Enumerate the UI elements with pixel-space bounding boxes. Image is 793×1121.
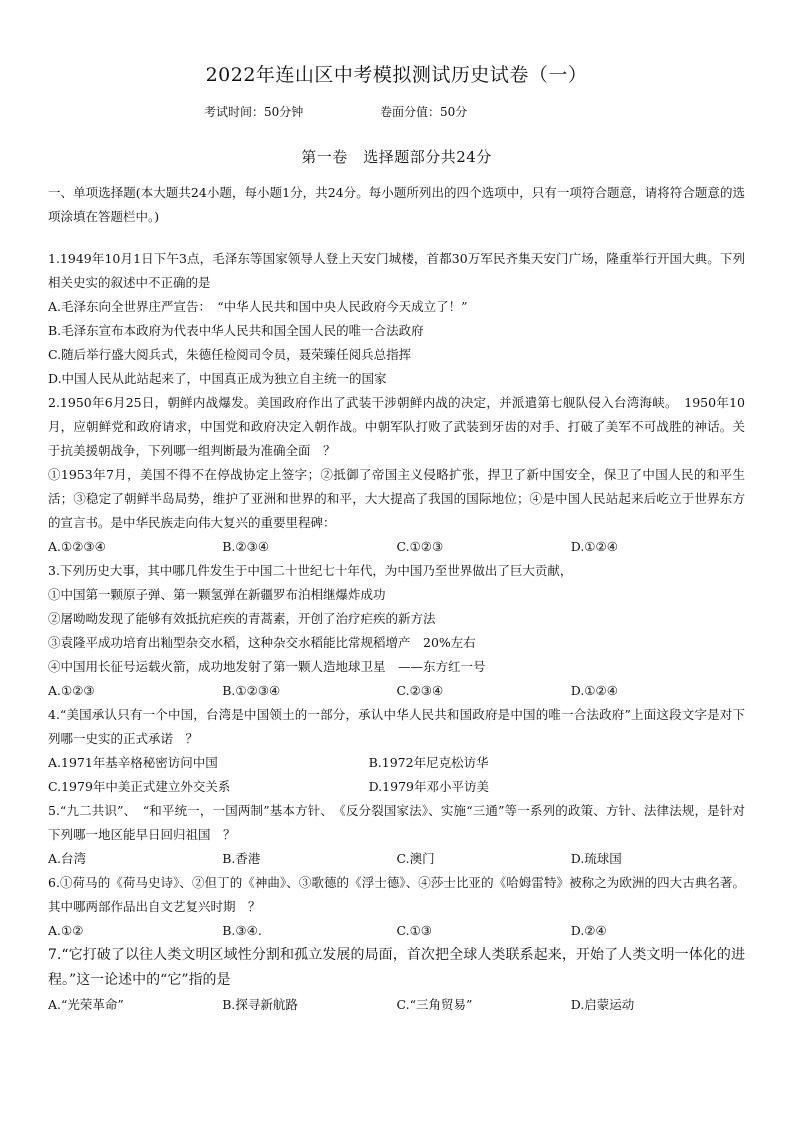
question-3-item-4: ④中国用长征号运载火箭，成功地发射了第一颗人造地球卫星 ——东方红一号 [48,659,486,674]
question-6-stem: 6.①荷马的《荷马史诗》、②但丁的《神曲》、③歌德的《浮士德》、④莎士比亚的《哈姆雷特》被称之为欧洲的四大古典名著。其中哪两部作品出自文艺复兴时期 ？ [48,875,745,914]
question-2-options [48,535,745,559]
question-2-option-a: A.①②③④ [48,539,106,554]
question-7-option-b: B.探寻新航路 [222,997,298,1012]
question-2-option-d: D.①②④ [570,539,618,554]
question-3-item-3: ③袁隆平成功培育出籼型杂交水稻，这种杂交水稻能比常规稻增产 20%左右 [48,635,476,650]
question-1-option-c: C.随后举行盛大阅兵式，朱德任检阅司令员，聂荣臻任阅兵总指挥 [48,347,412,362]
question-4-options-row-2 [48,775,745,799]
question-6-option-a: A.①② [48,923,84,938]
question-3-option-a: A.①②③ [48,683,95,698]
question-5-stem: 5.“九二共识”、 “和平统一，一国两制”基本方针、 《反分裂国家法》、实施“三通”等一系列的政策、方针、法律法规，是针对下列哪一地区能早日回归祖国 ？ [48,803,745,842]
question-6-option-b: B.③④. [222,923,262,938]
question-4-option-b: B.1972年尼克松访华 [368,755,489,770]
question-7-options [48,993,745,1017]
question-6-option-c: C.①③ [396,923,433,938]
question-4-options-row-1 [48,751,745,775]
question-7-option-d: D.启蒙运动 [570,997,635,1012]
question-5-option-b: B.香港 [222,851,261,866]
question-2-option-c: C.①②③ [396,539,444,554]
question-7-option-a: A.“光荣革命” [48,997,124,1012]
question-4-stem: 4.“美国承认只有一个中国，台湾是中国领土的一部分，承认中华人民共和国政府是中国的唯一合法政府”上面这段文字是对下列哪一史实的正式承诺 ？ [48,707,745,746]
exam-content [48,181,745,1017]
question-3-option-b: B.①②③④ [222,683,281,698]
question-7-stem: 7.“它打破了以往人类文明区域性分割和孤立发展的局面，首次把全球人类联系起来，开始了人类文明一体化的进程。”这一论述中的“它”指的是 [48,947,745,988]
question-4-option-c: C.1979年中美正式建立外交关系 [48,779,231,794]
question-2-statements: ①1953年7月，美国不得不在停战协定上签字；②抵御了帝国主义侵略扩张，捍卫了新中国安全，保卫了中国人民的和平生活；③稳定了朝鲜半岛局势，维护了亚洲和世界的和平，大大提高了我国的国际地位；④是中国人民站起来后屹立于世界东方的宣言书。是中华民族走向伟大复兴的重要里程碑： [48,467,745,530]
question-3-option-d: D.①②④ [570,683,618,698]
question-2-stem: 2.1950年6月25日，朝鲜内战爆发。美国政府作出了武装干涉朝鲜内战的决定，并派遣第七舰队侵入台湾海峡。 1950年10月，应朝鲜党和政府请求，中国党和政府决定入朝作战。中朝军队打败了武装到牙齿的对手、打破了美军不可战胜的神话。关于抗美援朝战争，下列哪一组判断最为准确全面 ？ [48,395,745,458]
question-5-option-c: C.澳门 [396,851,435,866]
question-1-stem: 1.1949年10月1日下午3点，毛泽东等国家领导人登上天安门城楼，首都30万军民齐集天安门广场，隆重举行开国大典。下列相关史实的叙述中不正确的是 [48,251,745,290]
exam-time: 考试时间：50分钟 [204,105,304,119]
spacer [48,229,745,247]
page-title: 2022年连山区中考模拟测试历史试卷（一） [205,64,588,86]
question-5-option-a: A.台湾 [48,851,87,866]
question-4-option-d: D.1979年邓小平访美 [368,779,489,794]
question-3-item-2: ②屠呦呦发现了能够有效抵抗疟疾的青蒿素，开创了治疗疟疾的新方法 [48,611,436,626]
instructions: 一、单项选择题(本大题共24小题，每小题1分，共24分。每小题所列出的四个选项中，只有一项符合题意，请将符合题意的选项涂填在答题栏中。) [48,185,745,224]
question-3-stem: 3.下列历史大事，其中哪几件发生于中国二十世纪七十年代，为中国乃至世界做出了巨大贡献， [48,563,573,578]
section-title: 第一卷 选择题部分共24分 [301,148,492,166]
question-3-item-1: ①中国第一颗原子弹、第一颗氢弹在新疆罗布泊相继爆炸成功 [48,587,386,602]
question-5-options [48,847,745,871]
question-6-option-d: D.②④ [570,923,607,938]
question-1-option-a: A.毛泽东向全世界庄严宣告： “中华人民共和国中央人民政府今天成立了！” [48,299,468,314]
exam-score: 卷面分值：50分 [380,105,468,119]
question-1-option-d: D.中国人民从此站起来了，中国真正成为独立自主统一的国家 [48,371,387,386]
question-3-options [48,679,745,703]
question-2-option-b: B.②③④ [222,539,270,554]
question-6-options [48,919,745,943]
question-4-option-a: A.1971年基辛格秘密访问中国 [48,755,218,770]
question-3-option-c: C.②③④ [396,683,444,698]
question-5-option-d: D.琉球国 [570,851,622,866]
question-7-option-c: C.“三角贸易” [396,997,473,1012]
question-1-option-b: B.毛泽东宣布本政府为代表中华人民共和国全国人民的唯一合法政府 [48,323,424,338]
